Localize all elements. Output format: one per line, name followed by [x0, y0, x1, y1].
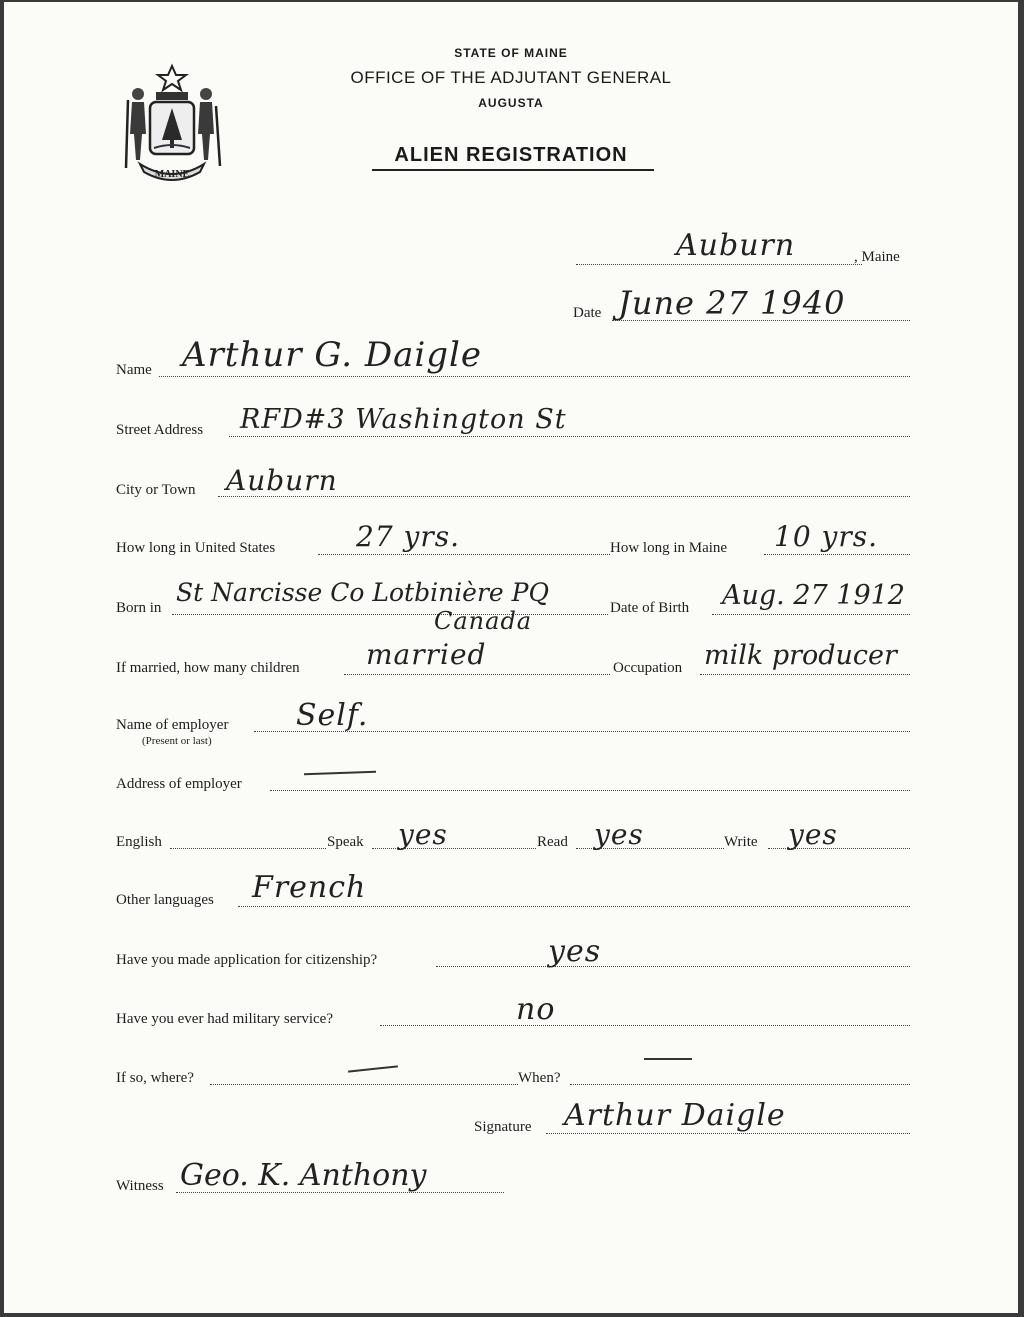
military-label: Have you ever had military service? — [116, 1011, 333, 1027]
where-dash — [348, 1065, 398, 1072]
maine-label: , Maine — [854, 249, 900, 265]
city-label: City or Town — [116, 482, 196, 498]
born-line — [172, 614, 608, 615]
born-label: Born in — [116, 600, 162, 616]
citizenship-entry: yes — [548, 934, 602, 969]
name-line — [159, 376, 910, 377]
english-line — [170, 848, 326, 849]
english-speak-entry: yes — [398, 818, 448, 851]
citizenship-line — [436, 966, 910, 967]
other-lang-entry: French — [252, 870, 367, 905]
where-label: If so, where? — [116, 1070, 194, 1086]
dob-entry: Aug. 27 1912 — [722, 580, 905, 611]
occupation-line — [700, 674, 910, 675]
years-us-line — [318, 554, 610, 555]
other-lang-line — [238, 906, 910, 907]
years-us-label: How long in United States — [116, 540, 276, 556]
born-country-entry: Canada — [434, 607, 533, 635]
when-dash — [644, 1058, 692, 1060]
speak-label: Speak — [327, 834, 364, 850]
town-entry: Auburn — [676, 228, 796, 263]
speak-line — [372, 848, 536, 849]
when-line — [570, 1084, 910, 1085]
children-entry: married — [366, 638, 487, 671]
write-label: Write — [724, 834, 758, 850]
signature-line — [546, 1133, 910, 1134]
years-us-entry: 27 yrs. — [356, 520, 461, 553]
read-label: Read — [537, 834, 568, 850]
when-label: When? — [518, 1070, 561, 1086]
date-label: Date — [573, 305, 602, 321]
citizenship-label: Have you made application for citizenship? — [116, 952, 378, 968]
signature-label: Signature — [474, 1119, 532, 1135]
military-line — [380, 1025, 910, 1026]
married-label: If married, how many children — [116, 660, 300, 676]
employer-label: Name of employer — [116, 717, 229, 733]
military-entry: no — [516, 992, 556, 1027]
employer-addr-line — [270, 790, 910, 791]
years-maine-label: How long in Maine — [610, 540, 728, 556]
witness-entry: Geo. K. Anthony — [180, 1158, 427, 1193]
seal-label: MAINE — [154, 169, 190, 180]
born-entry: St Narcisse Co Lotbinière PQ — [176, 578, 549, 607]
town-line — [576, 264, 862, 265]
street-line — [229, 436, 910, 437]
title-underline — [372, 169, 654, 171]
registration-form — [4, 2, 1018, 1313]
english-write-entry: yes — [788, 818, 838, 851]
english-read-entry: yes — [594, 818, 644, 851]
other-lang-label: Other languages — [116, 892, 214, 908]
occupation-label: Occupation — [613, 660, 683, 676]
witness-label: Witness — [116, 1178, 164, 1194]
occupation-entry: milk producer — [704, 640, 897, 671]
years-maine-entry: 10 yrs. — [774, 520, 879, 553]
employer-addr-dash — [304, 771, 376, 776]
signature-entry: Arthur Daigle — [564, 1098, 786, 1133]
street-entry: RFD#3 Washington St — [240, 404, 567, 435]
employer-sublabel: (Present or last) — [142, 735, 212, 747]
employer-addr-label: Address of employer — [116, 776, 242, 792]
years-maine-line — [764, 554, 910, 555]
form-title: ALIEN REGISTRATION — [394, 144, 628, 166]
header-office: OFFICE OF THE ADJUTANT GENERAL — [350, 68, 672, 87]
where-line — [210, 1084, 518, 1085]
english-label: English — [116, 834, 162, 850]
header-city: AUGUSTA — [478, 96, 544, 110]
name-label: Name — [116, 362, 152, 378]
married-line — [344, 674, 610, 675]
dob-label: Date of Birth — [610, 600, 690, 616]
header-state: STATE OF MAINE — [454, 46, 568, 60]
date-entry: June 27 1940 — [618, 284, 846, 322]
city-entry: Auburn — [226, 464, 338, 497]
street-label: Street Address — [116, 422, 204, 438]
dob-line — [712, 614, 910, 615]
name-entry: Arthur G. Daigle — [182, 335, 483, 375]
employer-entry: Self. — [296, 698, 369, 733]
